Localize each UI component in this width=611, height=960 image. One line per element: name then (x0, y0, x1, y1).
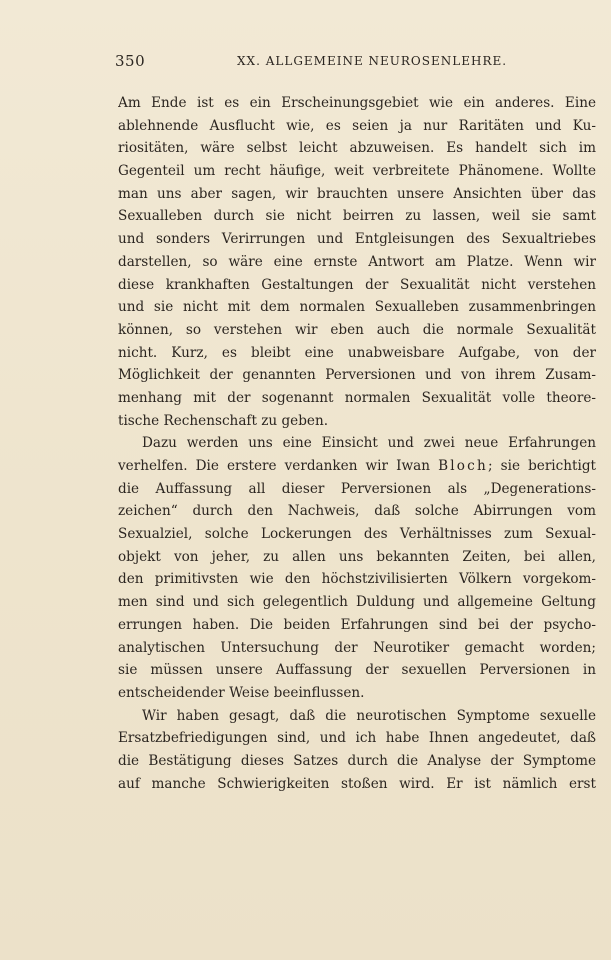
text-line: errungen haben. Die beiden Erfahrungen sind bei der psycho- (118, 616, 596, 633)
text-line: können, so verstehen wir eben auch die normale Sexualität (118, 321, 596, 338)
text-line: die Bestätigung dieses Satzes durch die Analyse der Symptome (118, 752, 596, 769)
text-line: Sexualziel, solche Lockerungen des Verhältnisses zum Sexual- (118, 526, 596, 543)
text-line: nicht. Kurz, es bleibt eine unabweisbare Aufgabe, von der (118, 344, 596, 361)
text-line: man uns aber sagen, wir brauchten unsere Ansichten über das (118, 185, 596, 202)
text-line: zeichen“ durch den Nachweis, daß solche Abirrungen vom (118, 503, 596, 520)
text-line: men sind und sich gelegentlich Duldung und allgemeine Geltung (118, 594, 596, 611)
text-line: Wir haben gesagt, daß die neurotischen Symptome sexuelle (142, 707, 596, 724)
text-line: und sie nicht mit dem normalen Sexualleben zusammenbringen (118, 299, 596, 316)
text-line: darstellen, so wäre eine ernste Antwort am Platze. Wenn wir (118, 253, 596, 270)
text-line: riositäten, wäre selbst leicht abzuweisen. Es handelt sich im (118, 140, 596, 157)
text-line: Ersatzbefriedigungen sind, und ich habe Ihnen angedeutet, daß (118, 730, 596, 747)
text-line: objekt von jeher, zu allen uns bekannten Zeiten, bei allen, (118, 548, 596, 565)
page-number: 350 (115, 52, 146, 70)
text-line: Gegenteil um recht häufige, weit verbreitete Phänomene. Wollte (118, 163, 596, 180)
text-line: analytischen Untersuchung der Neurotiker gemacht worden; (118, 639, 596, 656)
body-text (118, 92, 596, 795)
text-line: entscheidender Weise beeinflussen. (118, 684, 365, 701)
text-line: Am Ende ist es ein Erscheinungsgebiet wie ein anderes. Eine (118, 95, 596, 111)
text-line: Möglichkeit der genannten Perversionen und von ihrem Zusam- (118, 367, 596, 384)
text-line: Dazu werden uns eine Einsicht und zwei neue Erfahrungen (142, 435, 596, 452)
text-segment: verhelfen. Die erstere verdanken wir Iwan (118, 458, 430, 474)
page-header (115, 52, 595, 76)
text-segment: ; sie berichtigt (487, 458, 596, 474)
text-line: auf manche Schwierigkeiten stoßen wird. Er ist nämlich erst (118, 775, 596, 792)
text-line: Sexualleben durch sie nicht beirren zu lassen, weil sie samt (118, 208, 596, 225)
text-line: menhang mit der sogenannt normalen Sexualität volle theore- (118, 389, 596, 406)
text-line: ablehnende Ausflucht wie, es seien ja nur Raritäten und Ku- (118, 117, 596, 134)
spaced-author-name: Bloch (438, 458, 488, 474)
text-line-with-spaced-name (118, 455, 596, 478)
text-line: die Auffassung all dieser Perversionen als „Degenerations- (118, 480, 596, 497)
text-line: sie müssen unsere Auffassung der sexuellen Perversionen in (118, 662, 596, 679)
text-line: diese krankhaften Gestaltungen der Sexualität nicht verstehen (118, 276, 596, 293)
text-line: tische Rechenschaft zu geben. (118, 412, 329, 429)
text-line: den primitivsten wie den höchstzivilisierten Völkern vorgekom- (118, 571, 596, 588)
running-head: XX. ALLGEMEINE NEUROSENLEHRE. (237, 54, 508, 68)
text-line: und sonders Verirrungen und Entgleisungen des Sexualtriebes (118, 231, 596, 248)
